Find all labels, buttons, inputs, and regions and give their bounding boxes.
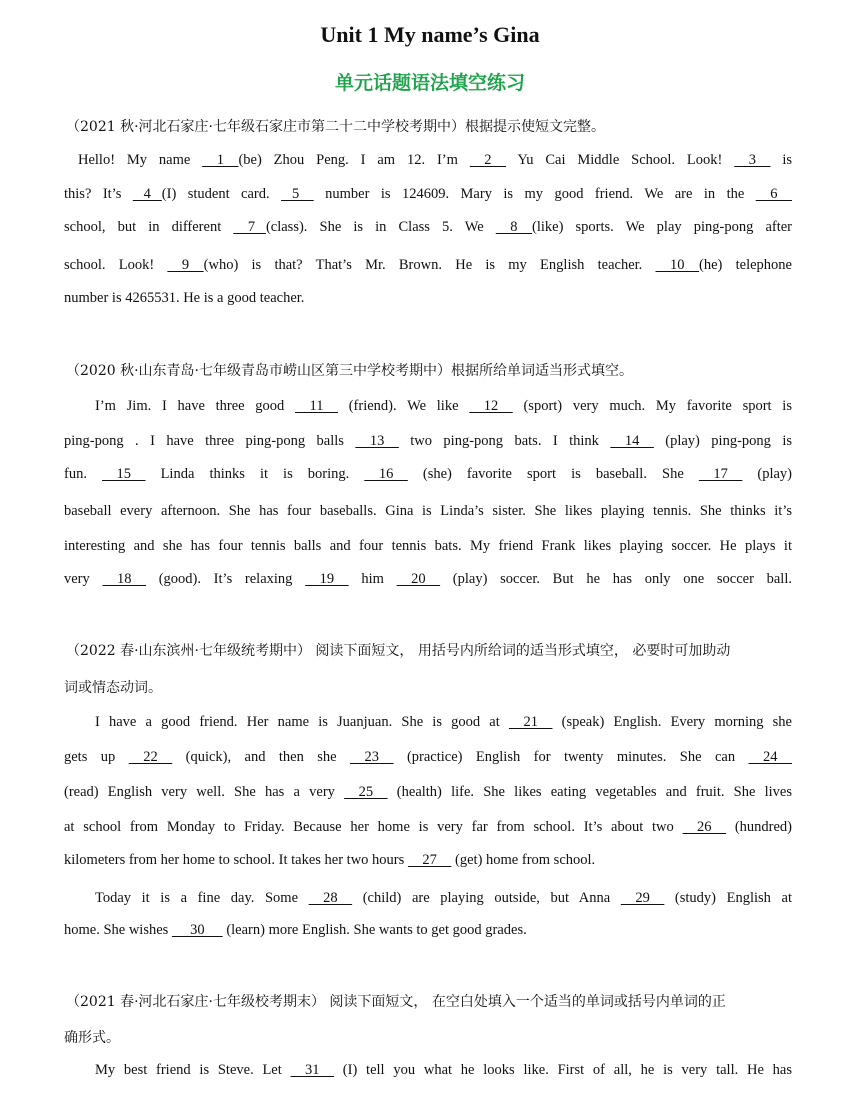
section-4-line-1 (95, 1062, 792, 1079)
passage-text: (quick), and then she (172, 749, 351, 765)
passage-text: (play) ping-pong is (653, 433, 793, 449)
passage-text: (hundred) (726, 819, 792, 835)
section-2-line-2 (64, 433, 792, 450)
passage-text: him (348, 571, 397, 587)
answer-blank[interactable]: 28 (308, 890, 353, 906)
passage-text: I’m Jim. I have three good (95, 398, 296, 414)
answer-blank[interactable]: 22 (128, 749, 173, 765)
passage-text: (study) English at (664, 890, 792, 906)
answer-blank[interactable]: 21 (508, 714, 553, 730)
passage-text: school, but in different (64, 219, 234, 235)
page-title: Unit 1 My name’s Gina (320, 22, 540, 47)
passage-text: baseball every afternoon. She has four baseballs. Gina is Linda’s sister. She likes playing tennis. She thinks it’s (64, 503, 792, 519)
passage-text: My best friend is Steve. Let (95, 1062, 291, 1078)
section-3-line-7 (64, 922, 792, 939)
section-3-header-line-1: （2022 春·山东滨州·七年级统考期中） 阅读下面短文， 用括号内所给词的适当形式填空， 必要时可加助动 (66, 643, 731, 659)
answer-blank[interactable]: 15 (102, 466, 146, 482)
passage-text: (read) English very well. She has a very (64, 784, 345, 800)
answer-blank[interactable]: 13 (355, 433, 399, 449)
section-3-header-line-2: 词或情态动词。 (64, 680, 162, 696)
passage-text: Linda thinks it is boring. (145, 466, 365, 482)
section-1-line-4 (64, 257, 792, 274)
answer-blank[interactable]: 8 (495, 219, 533, 235)
passage-text: Hello! My name (78, 152, 203, 168)
passage-text: (friend). We like (338, 398, 470, 414)
section-2-line-6 (64, 571, 792, 588)
answer-blank[interactable]: 25 (344, 784, 388, 800)
passage-text: (I) student card. (161, 186, 282, 202)
passage-text: (who) is that? That’s Mr. Brown. He is my English teacher. (203, 257, 656, 273)
answer-blank[interactable]: 9 (167, 257, 204, 273)
answer-blank[interactable]: 26 (682, 819, 727, 835)
answer-blank[interactable]: 6 (755, 186, 792, 202)
passage-text: (practice) English for twenty minutes. She can (393, 749, 749, 765)
answer-blank[interactable]: 7 (233, 219, 266, 235)
section-3-line-1 (95, 714, 792, 731)
passage-text: very (64, 571, 103, 587)
passage-text: (she) favorite sport is baseball. She (407, 466, 699, 482)
section-4-header-line-2: 确形式。 (64, 1030, 120, 1046)
passage-text: (get) home from school. (451, 852, 596, 868)
passage-text: gets up (64, 749, 129, 765)
answer-blank[interactable]: 17 (698, 466, 743, 482)
passage-text: number is 124609. Mary is my good friend. We are in the (313, 186, 756, 202)
answer-blank[interactable]: 23 (350, 749, 394, 765)
passage-text: at school from Monday to Friday. Because her home is very far from school. It’s about two (64, 819, 683, 835)
section-3-line-4 (64, 819, 792, 836)
answer-blank[interactable]: 18 (102, 571, 146, 587)
answer-blank[interactable]: 5 (281, 186, 314, 202)
passage-text: Yu Cai Middle School. Look! (506, 152, 735, 168)
passage-text: kilometers from her home to school. It takes her two hours (64, 852, 408, 868)
section-2-line-4 (64, 503, 792, 520)
passage-text: (class). She is in Class 5. We (265, 219, 496, 235)
answer-blank[interactable]: 29 (620, 890, 665, 906)
passage-text: (be) Zhou Peng. I am 12. I’m (238, 152, 470, 168)
answer-blank[interactable]: 27 (407, 852, 452, 868)
answer-blank[interactable]: 1 (202, 152, 239, 168)
passage-text: interesting and she has four tennis balls and four tennis bats. My friend Frank likes playing soccer. He plays it (64, 538, 792, 554)
section-2-line-3 (64, 466, 792, 483)
passage-text: home. She wishes (64, 922, 172, 938)
answer-blank[interactable]: 12 (469, 398, 513, 414)
section-2-line-5 (64, 538, 792, 555)
answer-blank[interactable]: 16 (364, 466, 408, 482)
passage-text: (play) (742, 466, 792, 482)
passage-text: this? It’s (64, 186, 133, 202)
passage-text: (learn) more English. She wants to get good grades. (222, 922, 527, 938)
passage-text: (health) life. She likes eating vegetables and fruit. She lives (387, 784, 792, 800)
answer-blank[interactable]: 20 (396, 571, 441, 587)
passage-text: (like) sports. We play ping-pong after (532, 219, 792, 235)
passage-text: (child) are playing outside, but Anna (352, 890, 621, 906)
section-4-header-line-1: （2021 春·河北石家庄·七年级校考期末） 阅读下面短文， 在空白处填入一个适当的单词或括号内单词的正 (66, 994, 726, 1010)
section-1-line-3 (64, 219, 792, 236)
passage-text: fun. (64, 466, 103, 482)
answer-blank[interactable]: 31 (290, 1062, 335, 1078)
answer-blank[interactable]: 10 (655, 257, 700, 273)
section-3-line-2 (64, 749, 792, 766)
section-1-header: （2021 秋·河北石家庄·七年级石家庄市第二十二中学校考期中）根据提示使短文完整。 (66, 119, 605, 135)
passage-text: two ping-pong bats. I think (398, 433, 611, 449)
passage-text: number is 4265531. He is a good teacher. (64, 290, 305, 306)
passage-text: is (770, 152, 793, 168)
answer-blank[interactable]: 14 (610, 433, 654, 449)
section-1-line-2 (64, 186, 792, 203)
section-3-line-6 (95, 890, 792, 907)
section-1-line-5 (64, 290, 792, 307)
section-1-line-1 (78, 152, 792, 169)
answer-blank[interactable]: 11 (295, 398, 338, 414)
page-subtitle: 单元话题语法填空练习 (334, 72, 525, 94)
passage-text: Today it is a fine day. Some (95, 890, 309, 906)
passage-text: (good). It’s relaxing (145, 571, 306, 587)
passage-text: school. Look! (64, 257, 168, 273)
answer-blank[interactable]: 24 (748, 749, 792, 765)
answer-blank[interactable]: 30 (171, 922, 223, 938)
answer-blank[interactable]: 2 (469, 152, 507, 168)
section-3-line-5 (64, 852, 792, 869)
answer-blank[interactable]: 3 (734, 152, 771, 168)
passage-text: (he) telephone (699, 257, 792, 273)
answer-blank[interactable]: 4 (132, 186, 162, 202)
passage-text: (speak) English. Every morning she (552, 714, 792, 730)
passage-text: (I) tell you what he looks like. First of all, he is very tall. He has (334, 1062, 792, 1078)
passage-text: I have a good friend. Her name is Juanjuan. She is good at (95, 714, 509, 730)
answer-blank[interactable]: 19 (305, 571, 349, 587)
section-2-header: （2020 秋·山东青岛·七年级青岛市崂山区第三中学校考期中）根据所给单词适当形式填空。 (66, 363, 633, 379)
passage-text: ping-pong . I have three ping-pong balls (64, 433, 356, 449)
passage-text: (play) soccer. But he has only one soccer ball. (440, 571, 792, 587)
passage-text: (sport) very much. My favorite sport is (512, 398, 792, 414)
section-2-line-1 (95, 398, 792, 415)
section-3-line-3 (64, 784, 792, 801)
